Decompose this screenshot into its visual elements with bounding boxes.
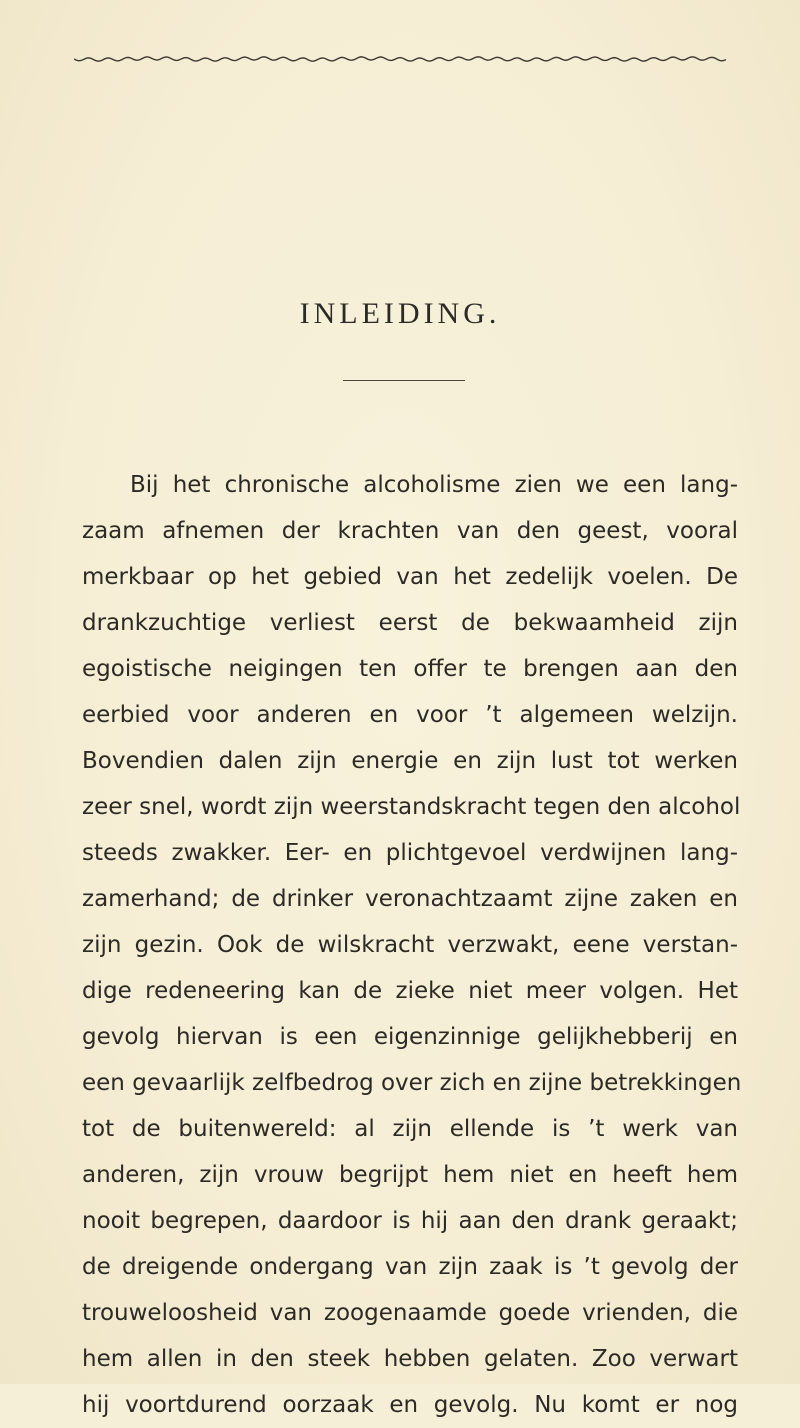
ornamental-wavy-rule [74, 48, 726, 68]
text-line: anderen, zijn vrouw begrijpt hem niet en heeft hem [82, 1162, 738, 1188]
heading-divider [343, 380, 465, 381]
text-line: de dreigende ondergang van zijn zaak is ’t gevolg der [82, 1254, 738, 1280]
text-line: eerbied voor anderen en voor ’t algemeen welzijn. [82, 702, 738, 728]
text-line: zaam afnemen der krachten van den geest, vooral [82, 518, 738, 544]
text-line: Bovendien dalen zijn energie en zijn lust tot werken [82, 748, 738, 774]
text-line: hem allen in den steek hebben gelaten. Zoo verwart [82, 1346, 738, 1372]
text-line: egoistische neigingen ten offer te brengen aan den [82, 656, 738, 682]
text-line: tot de buitenwereld: al zijn ellende is ’t werk van [82, 1116, 738, 1142]
text-line: dige redeneering kan de zieke niet meer volgen. Het [82, 978, 738, 1004]
chapter-heading: INLEIDING. [299, 297, 501, 330]
text-line: zijn gezin. Ook de wilskracht verzwakt, eene verstan- [82, 932, 738, 958]
text-line: hij voortdurend oorzaak en gevolg. Nu komt er nog [82, 1392, 738, 1418]
text-line: trouweloosheid van zoogenaamde goede vrienden, die [82, 1300, 738, 1326]
text-line: drankzuchtige verliest eerst de bekwaamheid zijn [82, 610, 738, 636]
text-line: gevolg hiervan is een eigenzinnige gelijkhebberij en [82, 1024, 738, 1050]
text-line: zeer snel, wordt zijn weerstandskracht tegen den alcohol [82, 794, 741, 820]
text-line: nooit begrepen, daardoor is hij aan den drank geraakt; [82, 1208, 738, 1234]
text-line: Bij het chronische alcoholisme zien we een lang- [130, 472, 738, 498]
text-line: merkbaar op het gebied van het zedelijk voelen. De [82, 564, 738, 590]
text-line: zamerhand; de drinker veronachtzaamt zijne zaken en [82, 886, 738, 912]
text-line: een gevaarlijk zelfbedrog over zich en zijne betrekkingen [82, 1070, 742, 1096]
body-paragraph [82, 462, 742, 1428]
text-line: steeds zwakker. Eer- en plichtgevoel verdwijnen lang- [82, 840, 738, 866]
